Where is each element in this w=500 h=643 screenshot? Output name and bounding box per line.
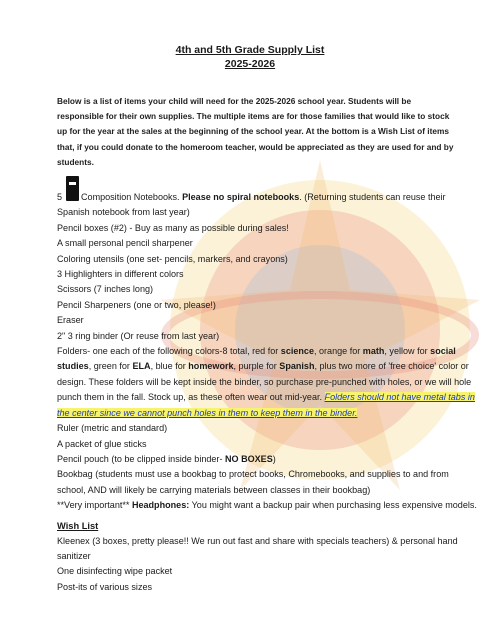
notebook-count: 5 <box>57 192 63 202</box>
composition-notebook-icon <box>66 176 79 201</box>
school-year: 2025-2026 <box>224 58 276 70</box>
folder-warning-highlight: Folders should not have metal tabs in the center since we cannot punch holes in them to keep them in the binder. <box>57 392 475 418</box>
list-item-folders: Folders- one each of the following colors-8 total, red for science, orange for math, yellow for social studies, green for ELA, blue for homework, purple for Spanish, plus two more of 'free choice' color or design. These folders will be kept inside the binder, so purchase pre-punched with holes, or we will hole punch them in the fall. Stock up, as these often wear out mid-year. Folders should not have metal tabs in the center since we cannot punch holes in them to keep them in the binder. <box>57 346 475 418</box>
list-item-pouch: Pencil pouch (to be clipped inside binder- NO BOXES) <box>57 453 276 464</box>
list-item-ruler: Ruler (metric and standard) <box>57 423 168 434</box>
list-item-coloring: Coloring utensils (one set- pencils, markers, and crayons) <box>57 253 288 264</box>
list-item-notebooks: 5 Composition Notebooks. Please no spiral notebooks. (Returning students can reuse their Spanish notebook from last year) <box>57 176 477 221</box>
wish-list-title: Wish List <box>57 521 99 531</box>
wish-item: Kleenex (3 boxes, pretty please!! We run out fast and share with specials teachers) & personal hand sanitizer <box>57 536 458 562</box>
wish-item: One disinfecting wipe packet <box>57 566 173 577</box>
page-title: 4th and 5th Grade Supply List <box>175 44 325 56</box>
list-item-sharpeners: Pencil Sharpeners (one or two, please!) <box>57 299 216 310</box>
list-item-bookbag: Bookbag (students must use a bookbag to protect books, Chromebooks, and supplies to and from school, AND will likely be carrying materials between classes in their bookbag) <box>57 469 449 495</box>
wish-item: Post-its of various sizes <box>57 581 153 592</box>
list-item-eraser: Eraser <box>57 315 84 326</box>
list-item-binder: 2" 3 ring binder (Or reuse from last year) <box>57 330 220 341</box>
supply-list <box>57 176 477 514</box>
wish-list <box>57 534 477 595</box>
list-item-headphones: **Very important** Headphones: You might want a backup pair when purchasing less expensive models. <box>57 500 477 511</box>
list-item-glue: A packet of glue sticks <box>57 438 147 449</box>
list-item-scissors: Scissors (7 inches long) <box>57 284 154 295</box>
list-item-pencils: Pencil boxes (#2) - Buy as many as possible during sales! <box>57 222 289 233</box>
intro-paragraph: Below is a list of items your child will need for the 2025-2026 school year. Students will be responsible for their own supplies. The multiple items are for those families that would like to stock up for the year at the sales at the beginning of the school year. At the bottom is a Wish List of items that, if you could donate to the homeroom teacher, would be appreciated as they are used for and by students. <box>57 96 454 167</box>
list-item-sharpener: A small personal pencil sharpener <box>57 238 193 249</box>
list-item-highlighters: 3 Highlighters in different colors <box>57 269 184 280</box>
